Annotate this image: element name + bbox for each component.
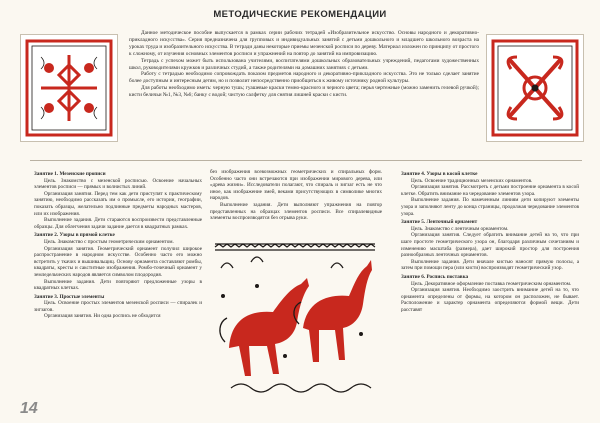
intro-text [129, 30, 479, 99]
lesson-heading: Занятие 5. Ленточный орнамент [401, 219, 478, 226]
text-paragraph: Организация занятия. Геометрический орнамент получил широкое распространение в народном искусстве. Особенно часто его можно встретить у ткачих и вышивальщиц. Основу орнамента составляют ромбы, квадраты, кресты и сакститные изображения. Ромбо-точечный орнамент у земледельческих народов является символом плодородия. [34, 245, 202, 278]
text-paragraph: Организация занятия. Рассмотреть с детьми построение орнамента в косой клетке. Обратить внимание на чередование элементов узора. [401, 184, 579, 197]
text-paragraph: Цель. Знакомство с ленточным орнаментом. [411, 225, 509, 232]
column-middle [210, 169, 382, 222]
lesson-heading: Занятие 4. Узоры в косой клетке [401, 171, 478, 177]
page-title: МЕТОДИЧЕСКИЕ РЕКОМЕНДАЦИИ [213, 9, 387, 20]
column-left [34, 169, 202, 320]
page-number: 14 [20, 400, 38, 417]
lesson-heading: Занятие 2. Узоры в прямой клетке [34, 232, 115, 239]
text-paragraph: Цель. Освоение традиционных мезенских орнаментов. [411, 177, 533, 184]
text-paragraph: Выполнение задания. По намеченным линиям дети копируют элементы узора и заполняют ленту до конца страницы, продолжая чередование элементов узора. [401, 197, 579, 217]
text-paragraph: Выполнение задания. Дети повторяют предложенные узоры в квадратных клетках. [34, 278, 202, 292]
intro-paragraph: Данное методическое пособие выпускается в рамках серии рабочих тетрадей «Изобразительное искусство. Основы народного и декоративно-прикладного искусства». Серия предназначена для групповых и индивидуальных занятий с детьми дошкольного и младшего школьного возраста на уроках труда и изобразительного искусства. В тетради даны некоторые приемы мезенской росписи по дереву. Материал изложен по принципу от простого к сложному, от изучения основных элементов росписи и упражнений на повтор до занятий на импровизацию. [129, 30, 479, 57]
text-paragraph: Организация занятия. Необходимо заострить внимание детей на то, что орнамента определены от формы, на котором он расположен, не бывает. Расположение и характер орнамента определяются формой вещи. Дети расставят [401, 287, 579, 313]
text-paragraph: без изображения всевозможных геометрических и спиральных форм. Особенно часто они встречаются при изображении мирового дерева, или «древа жизни». Исследователи полагают, что спираль и зигзаг есть не что иное, как изображение змей, веками присутствующих в символике многих народов. [210, 169, 382, 202]
horses-painting-image [211, 238, 379, 402]
intro-paragraph: Тетрадь с успехом может быть использована учителями, воспитателями дошкольных образовательных учреждений, педагогами художественных школ, руководителями кружков и различных студий, а также родителями на домашних занятиях с детьми. [129, 57, 479, 71]
intro-paragraph: Для работы необходимо иметь: черную тушь; гуашевые краски темно-красного и черного цвета; перья чертежные (можно заменить гелевой ручкой); кисти беличьи №1, №3, №6; банку с водой; чистую салфетку для снятия лишней краски с кисти. [129, 85, 479, 99]
text-paragraph: Цель. Знакомство с мезенской росписью. Освоение начальных элементов росписи — прямых и волнистых линий. [34, 177, 202, 191]
column-right [401, 169, 579, 313]
text-paragraph: Цель. Знакомство с простым геометрическим орнаментом. [44, 238, 174, 245]
text-paragraph: Выполнение задания. Дети вначале кистью наносят прямую полосы, а затем при помощи пера (или кисти) воспроизводят геометрический узор. [401, 258, 579, 272]
divider [30, 160, 582, 161]
left-ornament-image [20, 34, 118, 142]
lesson-heading: Занятие 1. Мезенские прописи [34, 171, 106, 177]
lesson-heading: Занятие 3. Простые элементы [34, 293, 105, 300]
text-paragraph: Выполнение задания. Дети выполняют упражнения на повтор представленных на образцах элементов росписи. Все спиралевидные элементы воспроизводятся без отрыва руки. [210, 201, 382, 222]
intro-paragraph: Работу с тетрадью необходимо сопровождать показом предметов народного и декоративно-прикладного искусства. Это не только сделает занятие более доступным и интересным детям, но и позволит непосредственно приобщиться к живому источнику родной культуры. [129, 71, 479, 85]
text-paragraph: Цель. Освоение простых элементов мезенской росписи — спиралек и зигзагов. [34, 300, 202, 313]
lesson-heading: Занятие 6. Роспись поставка [401, 273, 469, 280]
text-paragraph: Организация занятия. Следует обратить внимание детей на то, что при шаге простоте геометрического узора он, благодаря различным сочетаниям и изменению масштаба (размера), дает широкий простор для построения разнообразных ленточных орнаментов. [401, 232, 579, 259]
text-paragraph: Цель. Декоративное оформление поставка геометрическим орнаментом. [411, 280, 572, 287]
right-ornament-image [486, 34, 584, 142]
text-paragraph: Организация занятия. Ни одна роспись не обходится [44, 313, 161, 320]
text-paragraph: Организация занятия. Перед тем как дети приступят к практическому занятию, необходимо рассказать им о промысле, его истории, географии, показать образцы, желательно подлинные предметы народных мастеров, или их изображения. [34, 190, 202, 217]
text-paragraph: Выполнение задания. Дети стараются воспроизвести представленные образцы. Для облегчения задачи задание дается в квадратных рамках. [34, 217, 202, 230]
